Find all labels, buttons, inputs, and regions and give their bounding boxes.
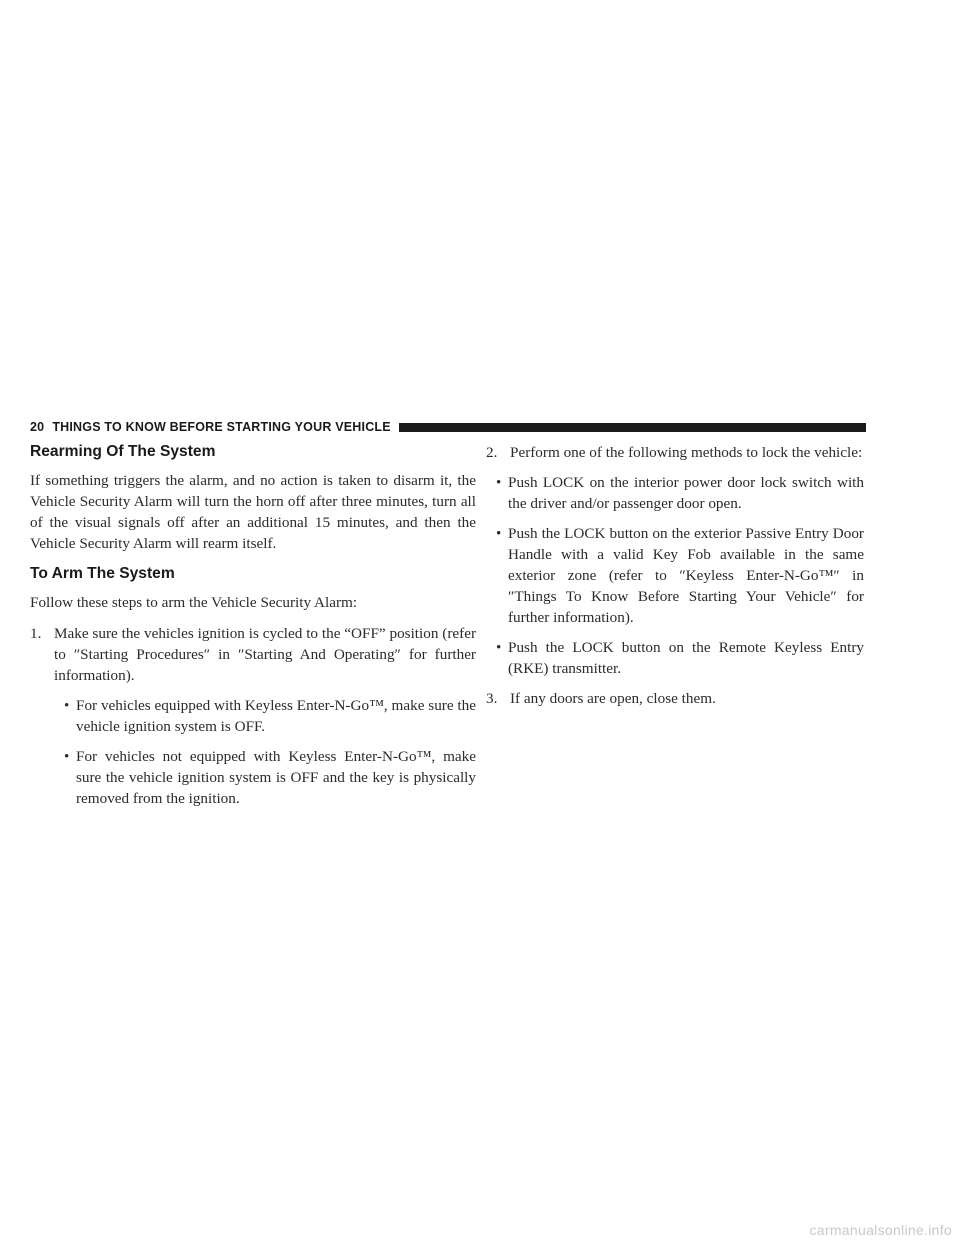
list-item xyxy=(30,695,476,737)
list-item xyxy=(486,637,864,679)
bullet-text: For vehicles not equipped with Keyless Enter-N-Go™, make sure the vehicle ignition system is OFF and the key is physically removed from the ignition. xyxy=(76,748,476,807)
step-1-bullets xyxy=(30,695,476,809)
left-column xyxy=(30,442,476,818)
bullet-icon: • xyxy=(496,474,502,491)
step-text: If any doors are open, close them. xyxy=(510,690,716,707)
watermark-text: carmanualsonline.info xyxy=(809,1222,952,1238)
list-item xyxy=(486,523,864,628)
rearming-heading: Rearming Of The System xyxy=(30,443,216,460)
step-text: Perform one of the following methods to lock the vehicle: xyxy=(510,444,863,461)
arm-heading: To Arm The System xyxy=(30,565,175,582)
step-number: 1. xyxy=(30,625,42,642)
list-item xyxy=(30,746,476,809)
bullet-text: Push LOCK on the interior power door lock switch with the driver and/or passenger door open. xyxy=(508,474,864,512)
arm-intro: Follow these steps to arm the Vehicle Security Alarm: xyxy=(30,594,358,611)
step-text: Make sure the vehicles ignition is cycled to the “OFF” position (refer to ″Starting Procedures″ in ″Starting And Operating″ for further information). xyxy=(54,625,476,684)
bullet-text: For vehicles equipped with Keyless Enter-N-Go™, make sure the vehicle ignition system is OFF. xyxy=(76,697,476,735)
step-2 xyxy=(486,442,864,463)
bullet-icon: • xyxy=(496,639,502,656)
header-rule xyxy=(399,423,866,432)
rearming-paragraph: If something triggers the alarm, and no action is taken to disarm it, the Vehicle Security Alarm will turn the horn off after three minutes, turn all of the visual signals off after an additional 15 minutes, and then the Vehicle Security Alarm will rearm itself. xyxy=(30,472,476,552)
page-header xyxy=(30,418,866,436)
step-2-bullets xyxy=(486,472,864,679)
bullet-text: Push the LOCK button on the Remote Keyless Entry (RKE) transmitter. xyxy=(508,639,864,677)
bullet-icon: • xyxy=(64,697,70,714)
bullet-icon: • xyxy=(64,748,70,765)
bullet-text: Push the LOCK button on the exterior Passive Entry Door Handle with a valid Key Fob available in the same exterior zone (refer to ″Keyless Enter-N-Go™″ in ″Things To Know Before Starting Your Vehicle″ for further information). xyxy=(508,525,864,626)
page-number: 20 xyxy=(30,420,45,434)
step-number: 2. xyxy=(486,444,498,461)
section-title: THINGS TO KNOW BEFORE STARTING YOUR VEHICLE xyxy=(52,420,391,434)
step-1 xyxy=(30,623,476,686)
step-number: 3. xyxy=(486,690,498,707)
right-column xyxy=(486,442,864,718)
step-3 xyxy=(486,688,864,709)
bullet-icon: • xyxy=(496,525,502,542)
list-item xyxy=(486,472,864,514)
